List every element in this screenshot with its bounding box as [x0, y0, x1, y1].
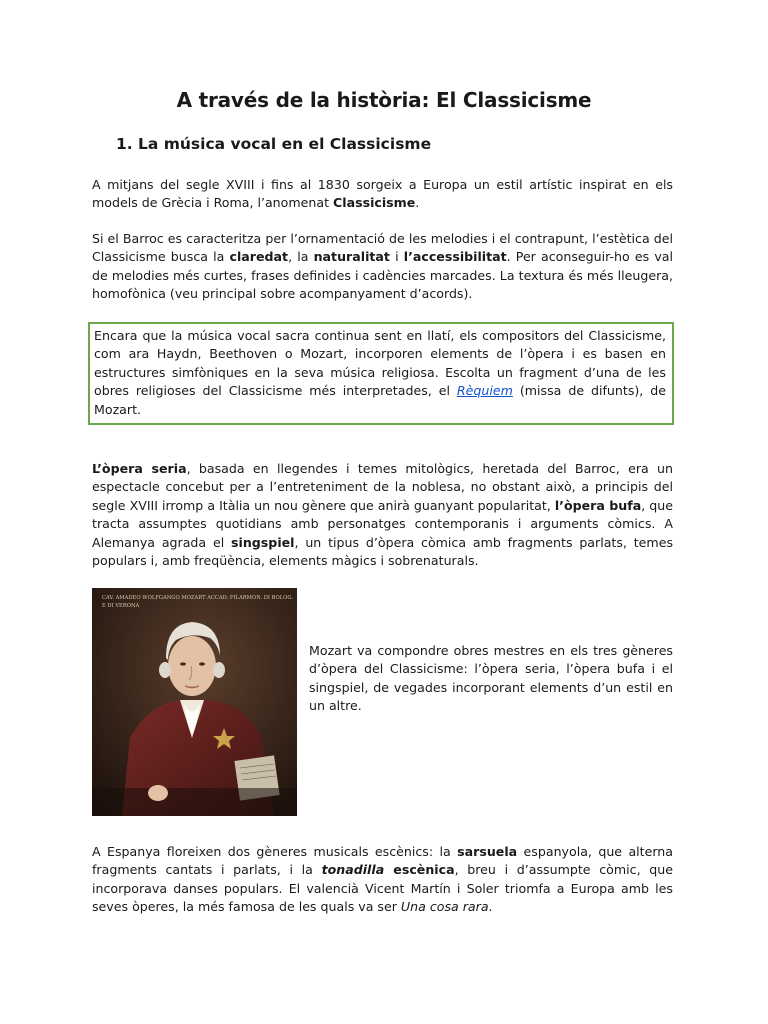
bold-term: Classicisme [333, 195, 416, 211]
bold-term: escènica [384, 862, 455, 878]
text-run: , breu i d’assumpte còmic, que incorporava danses populars. El valencià Vicent Martín i Soler triomfa a Europa amb les seves òperes, la més famosa de les quals va ser [92, 862, 673, 915]
text-run: , basada en llegendes i temes mitològics, heretada del Barroc, era un espectacle concebut per a l’entreteniment de la noblesa, no obstant això, a principis del segle XVIII irromp a Itàlia un nou gènere que anirà guanyant popularitat, [92, 461, 674, 513]
portrait-inscription: CAV. AMADEO WOLFGANGO MOZART ACCAD. FILARMON. DI BOLOG. [102, 595, 294, 601]
requiem-link[interactable]: Rèquiem [456, 383, 513, 399]
bold-term: singspiel [231, 534, 295, 550]
bold-term: sarsuela [457, 844, 518, 859]
bold-term: l’accessibilitat [403, 249, 507, 265]
text-run: , que tracta assumptes quotidians amb personatges contemporanis i arguments còmics. A Alemanya agrada el [92, 497, 673, 550]
paragraph-intro [92, 176, 673, 213]
paragraph-opera-genres [92, 460, 673, 570]
italic-title: Una cosa rara [400, 899, 489, 915]
text-run: . Per aconseguir-ho es val de melodies més curtes, frases definides i cadències marcades. La textura és més lleugera, homofònica (veu principal sobre acompanyament d’acords). [92, 249, 674, 302]
text-run: , la [288, 249, 314, 265]
text-run: . [415, 195, 420, 211]
page-title: A través de la història: El Classicisme [176, 88, 592, 112]
bold-term: claredat [229, 249, 289, 265]
text-run: espanyola, que alterna fragments cantats i parlats, i la [92, 844, 674, 878]
text-run: A Espanya floreixen dos gèneres musicals escènics: la [92, 844, 458, 859]
mozart-portrait-image [92, 588, 297, 816]
text-run: . [488, 899, 493, 915]
text-run: i [389, 249, 404, 265]
bold-term: naturalitat [313, 249, 390, 265]
text-run: Encara que la música vocal sacra continua sent en llatí, els compositors del Classicisme, com ara Haydn, Beethoven o Mozart, incorporen elements de l’òpera i es basen en estructures simfòniques en la seva música religiosa. Escolta un fragment d’una de les obres religioses del Classicisme més interpretades, el [94, 328, 666, 399]
section-heading [116, 135, 431, 153]
paragraph-aesthetics [92, 230, 673, 304]
text-run: A mitjans del segle XVIII i fins al 1830 sorgeix a Europa un estil artístic inspirat en els models de Grècia i Roma, l’anomenat [92, 177, 673, 211]
section-heading-text: La música vocal en el Classicisme [138, 135, 432, 153]
portrait-inscription: E DI VERONA [102, 603, 140, 609]
bold-italic-term: tonadilla [321, 862, 385, 878]
portrait-caption: Mozart va compondre obres mestres en els tres gèneres d’òpera del Classicisme: l’òpera seria, l’òpera bufa i el singspiel, de vegades incorporant elements d’un estil en un altre. [309, 643, 673, 714]
text-run: (missa de difunts), de Mozart. [94, 383, 667, 417]
sacred-music-callout [88, 322, 674, 425]
section-number: 1. [116, 135, 133, 153]
bold-term: L’òpera seria [92, 461, 187, 476]
bold-term: l’òpera bufa [554, 497, 642, 513]
text-run: , un tipus d’òpera còmica amb fragments parlats, temes populars i, amb freqüència, elements màgics i sobrenaturals. [92, 534, 674, 569]
text-run: Si el Barroc es caracteritza per l’ornamentació de les melodies i el contrapunt, l’estètica del Classicisme busca la [92, 231, 673, 265]
paragraph-spain [92, 843, 673, 917]
